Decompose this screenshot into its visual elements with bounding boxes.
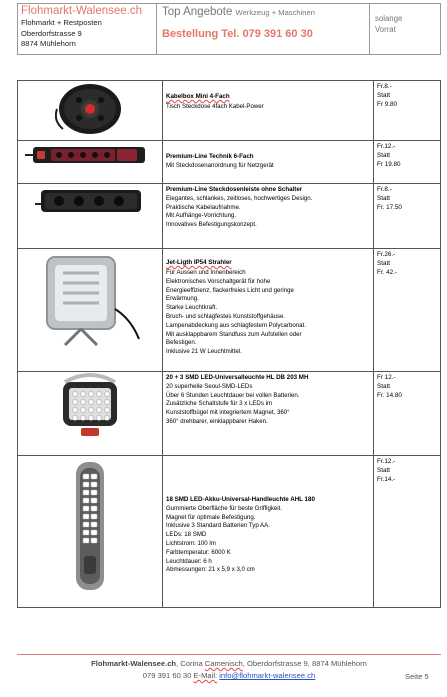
company-city: 8874 Mühlehorn	[21, 39, 76, 48]
page-number: Seite 5	[405, 672, 429, 681]
product-description	[163, 249, 374, 372]
price-new: Fr.8.-	[377, 186, 392, 193]
price-old: Fr. 42.-	[377, 268, 397, 276]
stock-line-2: Vorrat	[375, 25, 396, 34]
product-line: Praktische Kabelaufnahme.	[166, 203, 241, 211]
stock-block	[370, 4, 440, 54]
product-line: Farbtemperatur: 6000 K	[166, 548, 231, 556]
product-line: LEDs: 18 SMD	[166, 531, 207, 539]
product-description	[163, 184, 374, 249]
product-line: Magnet für optimale Befestigung.	[166, 513, 256, 521]
company-block	[18, 4, 157, 54]
product-row	[18, 184, 441, 249]
footer-line-1	[17, 658, 441, 670]
footer-phone: 079 391 60 30	[142, 671, 192, 680]
product-description	[163, 456, 374, 608]
footer	[17, 658, 441, 682]
price-statt: Statt	[377, 194, 390, 202]
product-line: Leuchtdauer: 6 h	[166, 557, 212, 565]
product-line: Abmessungen: 21 x 5,9 x 3,0 cm	[166, 566, 255, 574]
product-line: Innovatives Befestigungskonzept.	[166, 221, 257, 229]
price-statt: Statt	[377, 466, 390, 474]
product-price	[374, 456, 441, 608]
product-line: Inklusive 3 Standard Batterien Typ AA.	[166, 522, 270, 530]
footer-email-link[interactable]: info@flohmarkt-walensee.ch	[219, 671, 316, 680]
product-line: Bruch- und schlagfestes Kunststoffgehäuse.	[166, 312, 286, 320]
price-new: Fr.12.-	[377, 458, 396, 465]
price-statt: Statt	[377, 91, 390, 99]
cable-reel-icon	[55, 81, 125, 137]
price-new: Fr.12.-	[377, 143, 396, 150]
product-line: Lichtstrom: 100 lm	[166, 539, 216, 547]
product-price	[374, 372, 441, 456]
offer-title-line	[162, 5, 364, 20]
footer-email-label: E-Mail:	[193, 671, 218, 680]
product-title: Jet-Ligth IP54 Strahler	[166, 259, 232, 266]
product-line: Über 6 Stunden Leuchtdauer bei vollen Batterien.	[166, 391, 300, 399]
product-price	[374, 81, 441, 141]
product-line: Starke Leuchtkraft.	[166, 304, 218, 312]
product-line: Mit Steckdosenanordnung für Netzgerät	[166, 161, 274, 169]
floodlight-icon	[35, 249, 145, 349]
product-image-cell	[18, 249, 163, 372]
price-new: Fr.8.-	[377, 83, 392, 90]
product-description	[163, 372, 374, 456]
footer-name: Camenisch	[204, 659, 243, 668]
stock-line-1: solange	[375, 14, 403, 23]
price-old: Fr. 14.80	[377, 391, 402, 399]
product-price	[374, 249, 441, 372]
product-price	[374, 141, 441, 184]
footer-line-2	[17, 670, 441, 682]
offer-block	[157, 4, 370, 54]
footer-address: , Oberdorfstrasse 9, 8874 Mühlehorn	[242, 659, 367, 668]
product-line: 360° drehbarer, einklappbarer Haken.	[166, 417, 268, 425]
product-line: Mit Aufhänge-Vorrichtung.	[166, 212, 237, 220]
product-row	[18, 456, 441, 608]
footer-divider	[17, 654, 441, 655]
product-title: Premium-Line Steckdosenleiste ohne Schalter	[166, 186, 303, 193]
price-new: Fr 12.-	[377, 374, 396, 381]
product-table	[17, 80, 441, 608]
product-line: Gummierte Oberfläche für beste Griffigkeit.	[166, 504, 283, 512]
order-phone: 079 391 60 30	[242, 28, 313, 40]
product-line: Elektronisches Vorschaltgerät für hohe	[166, 277, 271, 285]
price-statt: Statt	[377, 259, 390, 267]
product-price	[374, 184, 441, 249]
product-image-cell	[18, 141, 163, 184]
product-row	[18, 141, 441, 184]
led-handlamp-icon	[60, 456, 120, 596]
product-line: Befestigen.	[166, 339, 197, 347]
price-statt: Statt	[377, 151, 390, 159]
price-new: Fr.26.-	[377, 251, 396, 258]
product-line: Erwärmung.	[166, 295, 199, 303]
product-image-cell	[18, 456, 163, 608]
product-line: Tisch Steckdose 4fach Kabel-Power	[166, 103, 264, 110]
product-image-cell	[18, 184, 163, 249]
product-title: Kabelbox Mini 4-Fach	[166, 93, 230, 100]
company-street: Oberdorfstrasse 9	[21, 28, 82, 38]
price-old: Fr 19.80	[377, 160, 401, 168]
price-old: Fr. 17.50	[377, 203, 402, 211]
product-title: 18 SMD LED-Akku-Universal-Handleuchte AHL 180	[166, 496, 315, 503]
product-line: Energieeffizienz, flackerfreies Licht und geringe	[166, 286, 294, 294]
order-line	[162, 28, 364, 41]
power-strip-switchless-icon	[35, 184, 145, 218]
product-row	[18, 249, 441, 372]
product-line: 20 superhelle Seoul-SMD-LEDs	[166, 382, 253, 390]
product-line: Mit ausklappbarem Standfuss zum Aufstellen oder	[166, 330, 302, 338]
product-row	[18, 372, 441, 456]
product-line: Für Aussen und Innenbereich	[166, 269, 246, 276]
footer-sep: , Corina	[176, 659, 205, 668]
order-label: Bestellung Tel.	[162, 28, 240, 40]
company-brand: Flohmarkt-Walensee.ch	[21, 5, 143, 17]
product-line: Lampenabdeckung aus schlagfestem Polycarbonat.	[166, 321, 306, 329]
price-old: Fr 9.80	[377, 100, 397, 108]
product-image-cell	[18, 372, 163, 456]
price-statt: Statt	[377, 382, 390, 390]
product-description	[163, 141, 374, 184]
product-title: Premium-Line Technik 6-Fach	[166, 153, 254, 160]
product-title: 20 + 3 SMD LED-Universalleuchte HL DB 203 MH	[166, 374, 309, 381]
price-old: Fr.14.-	[377, 475, 396, 483]
product-row	[18, 81, 441, 141]
product-line: Kunststoffbügel mit integriertem Magnet, 360°	[166, 409, 290, 417]
product-line: Zusätzliche Schaltstufe für 3 x LEDs im	[166, 400, 273, 408]
footer-brand: Flohmarkt-Walensee.ch	[91, 659, 177, 668]
power-strip-6-icon	[25, 141, 155, 169]
company-line: Flohmarkt + Restposten	[21, 18, 102, 27]
led-work-lamp-icon	[55, 372, 125, 440]
product-description	[163, 81, 374, 141]
offer-title: Top Angebote	[162, 6, 233, 18]
product-line: Inklusive 21 W Leuchtmittel.	[166, 348, 242, 356]
offer-subtitle: Werkzeug + Maschinen	[235, 8, 315, 17]
product-line: Elegantes, schlankes, zeitloses, hochwertiges Design.	[166, 194, 313, 202]
letterhead	[17, 3, 441, 55]
product-image-cell	[18, 81, 163, 141]
